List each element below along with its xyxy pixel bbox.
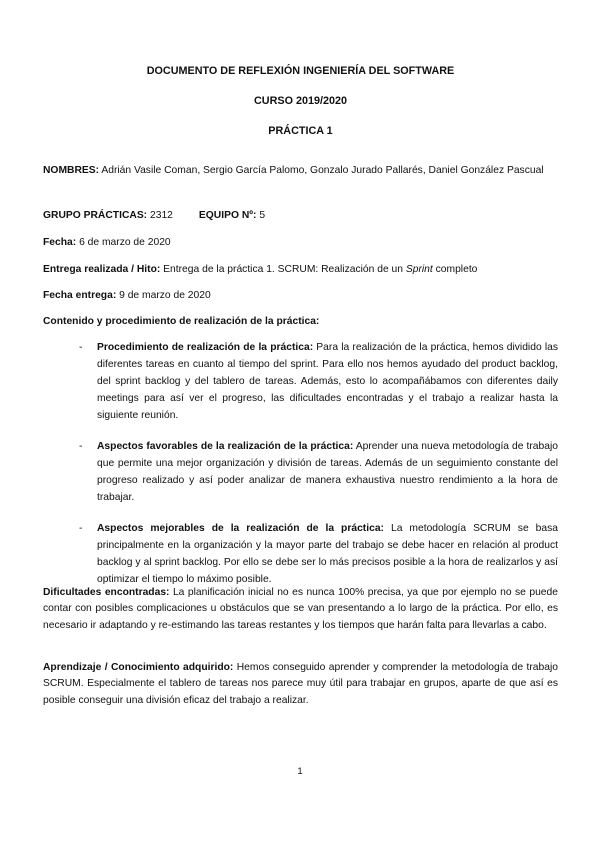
group-value: 2312 <box>147 210 173 221</box>
delivery-line <box>43 262 558 278</box>
bullet-dash: - <box>79 440 83 452</box>
delivery-value: Entrega de la práctica 1. SCRUM: Realización de un <box>160 264 406 275</box>
team-label: EQUIPO Nº: <box>198 210 257 221</box>
difficulties-paragraph <box>43 585 558 634</box>
date-line <box>43 235 558 251</box>
date-label: Fecha: <box>43 237 77 248</box>
delivery-suffix: completo <box>432 264 478 275</box>
due-line <box>43 288 558 304</box>
bullet-label: Aspectos favorables de la realización de la práctica: <box>97 440 354 452</box>
bullet-item <box>43 521 558 589</box>
content-heading: Contenido y procedimiento de realización de la práctica: <box>43 316 320 327</box>
group-label: GRUPO PRÁCTICAS: <box>43 210 148 221</box>
page-number: 1 <box>297 766 303 777</box>
delivery-sprint: Sprint <box>405 264 433 275</box>
difficulties-text: La planificación inicial no es nunca 100% precisa, ya que por ejemplo no se puede contar con posibles complicaciones u obstáculos que se van presentando a lo largo de la práctica. Por ello, es necesario ir adaptando y re-estimando las tareas restantes y los tiempos que harán falta para llevarlas a cabo. <box>43 587 558 631</box>
bullet-label: Procedimiento de realización de la práctica: <box>97 342 314 353</box>
group-line <box>43 208 558 224</box>
bullet-text: Aprender una nueva metodología de trabajo que permite una mejor organización y división de tareas. Además de un seguimiento constante del progreso realizado y así poder analizar de manera exhaustiva nuestro rendimiento a la hora de trabajar. <box>97 440 558 503</box>
names-label: NOMBRES: <box>43 165 100 176</box>
bullet-dash: - <box>79 342 83 353</box>
bullet-label: Aspectos mejorables de la realización de la práctica: <box>97 522 384 534</box>
due-label: Fecha entrega: <box>43 290 117 301</box>
names-line <box>43 163 558 179</box>
bullet-item <box>43 340 558 425</box>
due-value: 9 de marzo de 2020 <box>116 290 211 301</box>
delivery-label: Entrega realizada / Hito: <box>43 264 161 275</box>
bullet-text: La metodología SCRUM se basa principalmente en la organización y la mayor parte del trabajo se debe hacer en relación al product backlog y al sprint backlog. Por ello se debe ser lo más precisos posible a la hora de realizarlos y así optimizar el tiempo lo máximo posible. <box>97 522 558 585</box>
team-value: 5 <box>256 210 266 221</box>
learning-paragraph <box>43 660 558 709</box>
names-value: Adrián Vasile Coman, Sergio García Palomo, Gonzalo Jurado Pallarés, Daniel González Pascual <box>99 165 544 176</box>
bullet-item <box>43 439 558 507</box>
bullet-text: Para la realización de la práctica, hemos dividido las diferentes tareas en cuanto al tiempo del sprint. Para ello nos hemos ayudado del product backlog, del sprint backlog y del tablero de tareas. Además, esto lo acompañábamos con diferentes daily meetings para así ver el progreso, las dificultades encontradas y el trabajo a realizar hasta la siguiente reunión. <box>97 342 559 421</box>
learning-text: Hemos conseguido aprender y comprender la metodología de trabajo SCRUM. Especialmente el tablero de tareas nos parece muy útil para trabajar en grupos, aparte de que así es posible conseguir una división eficaz del trabajo a realizar. <box>43 662 558 706</box>
document-title: DOCUMENTO DE REFLEXIÓN INGENIERÍA DEL SOFTWARE <box>146 65 455 77</box>
practice-title: PRÁCTICA 1 <box>268 125 333 137</box>
learning-label: Aprendizaje / Conocimiento adquirido: <box>43 662 234 673</box>
course-title: CURSO 2019/2020 <box>253 95 348 107</box>
bullet-dash: - <box>79 522 83 534</box>
date-value: 6 de marzo de 2020 <box>76 237 171 248</box>
bullet-list <box>43 340 558 603</box>
difficulties-label: Dificultades encontradas: <box>43 587 170 598</box>
